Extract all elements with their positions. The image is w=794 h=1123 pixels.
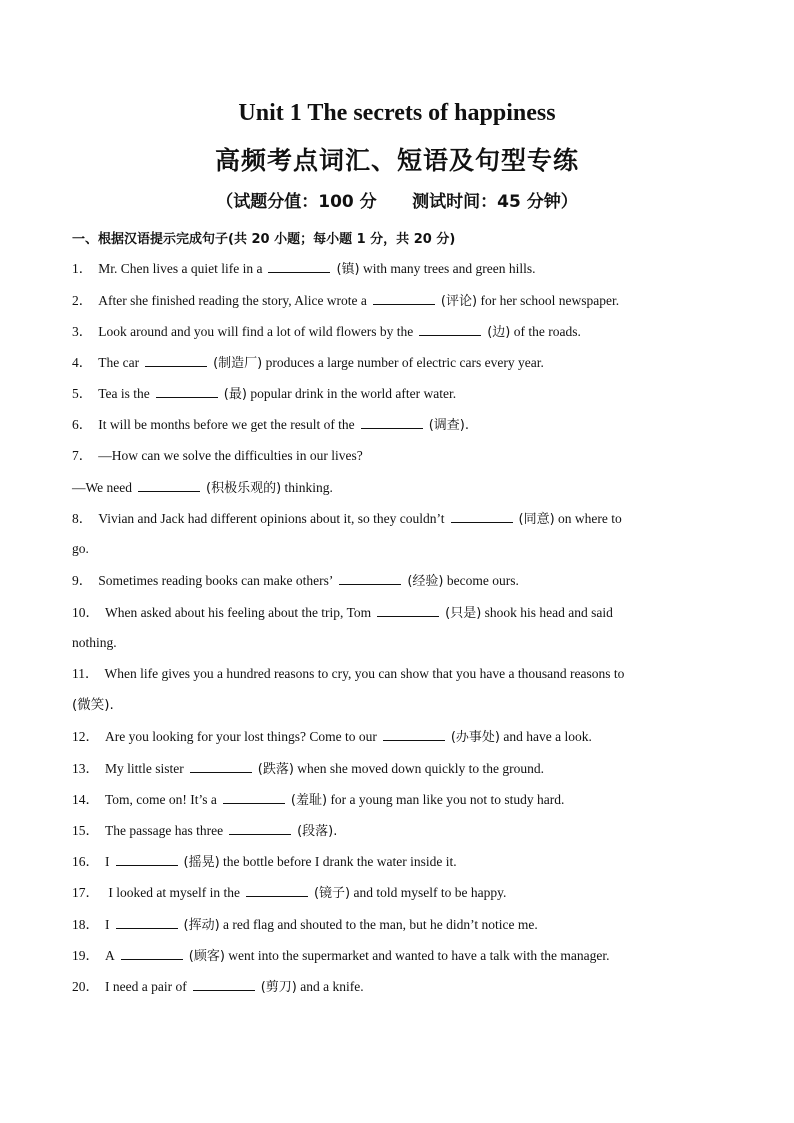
question-7-answer-line <box>72 479 333 497</box>
question-text-before: Tea is the <box>98 386 150 401</box>
question-text-after: when she moved down quickly to the ground. <box>297 761 544 776</box>
question-text-before: My little sister <box>105 761 184 776</box>
question-9 <box>72 572 722 590</box>
question-3 <box>72 323 722 341</box>
question-text-after: with many trees and green hills. <box>363 261 536 276</box>
question-7 <box>72 448 722 464</box>
question-number: 20． <box>72 979 99 994</box>
answer-blank[interactable] <box>138 479 200 492</box>
question-10-continuation: nothing. <box>72 635 117 650</box>
answer-blank[interactable] <box>361 416 423 429</box>
question-text-before: After she finished reading the story, Alice wrote a <box>98 293 367 308</box>
answer-blank[interactable] <box>419 323 481 336</box>
question-number: 5． <box>72 386 93 401</box>
q7-line2-hint: (积极乐观的) <box>206 481 282 496</box>
question-text-before: I <box>105 854 110 869</box>
question-8-continuation: go. <box>72 541 89 556</box>
question-text-after: went into the supermarket and wanted to have a talk with the manager. <box>228 948 610 963</box>
chinese-hint: (剪刀) <box>260 980 297 995</box>
chinese-hint: (办事处) <box>450 730 501 745</box>
chinese-hint: (段落). <box>297 824 338 839</box>
question-text-after: for a young man like you not to study hard. <box>330 792 565 807</box>
question-text-before: I <box>105 917 110 932</box>
chinese-hint: (跌落) <box>257 762 294 777</box>
question-1 <box>72 260 722 278</box>
question-text-after: popular drink in the world after water. <box>250 386 457 401</box>
question-10 <box>72 604 722 622</box>
question-13 <box>72 760 722 778</box>
question-6 <box>72 416 722 434</box>
question-text-before: The car <box>98 355 140 370</box>
page-title: Unit 1 The secrets of happiness <box>238 100 556 126</box>
question-text-before: Vivian and Jack had different opinions about it, so they couldn’t <box>98 511 445 526</box>
chinese-hint: (同意) <box>518 512 555 527</box>
question-number: 1． <box>72 261 93 276</box>
question-number: 15． <box>72 823 99 838</box>
question-8 <box>72 510 722 528</box>
question-number: 19． <box>72 948 99 963</box>
question-text-after: a red flag and shouted to the man, but he didn’t notice me. <box>223 917 538 932</box>
answer-blank[interactable] <box>383 728 445 741</box>
question-number: 12． <box>72 729 99 744</box>
chinese-hint: (最) <box>223 387 247 402</box>
answer-blank[interactable] <box>116 916 178 929</box>
question-text-before: Mr. Chen lives a quiet life in a <box>98 261 263 276</box>
page-subtitle: 高频考点词汇、短语及句型专练 <box>214 146 579 175</box>
question-17 <box>72 884 722 902</box>
question-text-after: produces a large number of electric cars every year. <box>265 355 544 370</box>
question-text-before: I need a pair of <box>105 979 187 994</box>
question-text-before: Tom, come on! It’s a <box>105 792 217 807</box>
section-heading: 一、根据汉语提示完成句子(共 20 小题；每小题 1 分，共 20 分) <box>72 232 456 247</box>
question-text-after: shook his head and said <box>484 605 613 620</box>
question-14 <box>72 791 722 809</box>
question-text-after: and a knife. <box>300 979 364 994</box>
question-number: 10． <box>72 605 99 620</box>
answer-blank[interactable] <box>451 510 513 523</box>
question-text-after: for her school newspaper. <box>480 293 620 308</box>
answer-blank[interactable] <box>223 791 285 804</box>
question-text-before: Sometimes reading books can make others’ <box>98 573 334 588</box>
chinese-hint: (制造厂) <box>213 356 263 371</box>
question-text-before: Look around and you will find a lot of wild flowers by the <box>98 324 414 339</box>
question-text-after: on where to <box>558 511 622 526</box>
question-text-after: and told myself to be happy. <box>353 885 507 900</box>
question-text-before: I looked at myself in the <box>105 885 240 900</box>
chinese-hint: (调查). <box>428 418 469 433</box>
question-number: 3． <box>72 324 93 339</box>
question-number: 13． <box>72 761 99 776</box>
question-number: 8． <box>72 511 93 526</box>
question-text-before: When life gives you a hundred reasons to cry, you can show that you have a thousand reasons to <box>104 666 625 681</box>
answer-blank[interactable] <box>229 822 291 835</box>
question-number: 7． <box>72 448 93 463</box>
chinese-hint: (挥动) <box>183 918 220 933</box>
question-number: 16． <box>72 854 99 869</box>
question-12 <box>72 728 722 746</box>
question-text-before: When asked about his feeling about the trip, Tom <box>105 605 372 620</box>
question-text-after: of the roads. <box>513 324 581 339</box>
question-number: 11． <box>72 666 99 681</box>
q7-line2-suffix: thinking. <box>284 480 333 495</box>
question-number: 2． <box>72 293 93 308</box>
question-5 <box>72 385 722 403</box>
question-number: 9． <box>72 573 93 588</box>
answer-blank[interactable] <box>377 604 439 617</box>
chinese-hint: (摇晃) <box>183 855 220 870</box>
question-15 <box>72 822 722 840</box>
question-text-before: —How can we solve the difficulties in our lives? <box>98 448 363 463</box>
question-text-after: become ours. <box>446 573 519 588</box>
question-text-after: the bottle before I drank the water inside it. <box>223 854 457 869</box>
question-number: 14． <box>72 792 99 807</box>
question-19 <box>72 947 722 965</box>
chinese-hint: (镜子) <box>313 886 351 901</box>
question-11 <box>72 666 722 682</box>
question-text-before: It will be months before we get the result of the <box>98 417 355 432</box>
answer-blank[interactable] <box>156 385 218 398</box>
question-11-continuation: (微笑). <box>72 697 114 713</box>
answer-blank[interactable] <box>246 884 308 897</box>
chinese-hint: (顾客) <box>188 949 225 964</box>
answer-blank[interactable] <box>116 853 178 866</box>
question-18 <box>72 916 722 934</box>
question-number: 6． <box>72 417 93 432</box>
chinese-hint: (只是) <box>445 606 482 621</box>
question-text-after: and have a look. <box>503 729 592 744</box>
question-text-before: A <box>105 948 115 963</box>
answer-blank[interactable] <box>190 760 252 773</box>
answer-blank[interactable] <box>193 978 255 991</box>
question-number: 4． <box>72 355 93 370</box>
answer-blank[interactable] <box>268 260 330 273</box>
question-number: 18． <box>72 917 99 932</box>
chinese-hint: (边) <box>487 325 511 340</box>
answer-blank[interactable] <box>145 354 207 367</box>
question-16 <box>72 853 722 871</box>
answer-blank[interactable] <box>373 292 435 305</box>
question-text-before: Are you looking for your lost things? Come to our <box>105 729 377 744</box>
answer-blank[interactable] <box>339 572 401 585</box>
chinese-hint: (评论) <box>440 294 478 309</box>
question-20 <box>72 978 722 996</box>
chinese-hint: (镇) <box>336 262 360 277</box>
question-2 <box>72 292 722 310</box>
question-number: 17． <box>72 885 99 900</box>
test-info: （试题分值：100 分 测试时间：45 分钟） <box>216 192 578 212</box>
answer-blank[interactable] <box>121 947 183 960</box>
q7-line2-prefix: —We need <box>72 480 133 495</box>
chinese-hint: (经验) <box>407 574 444 589</box>
question-text-before: The passage has three <box>105 823 224 838</box>
chinese-hint: (羞耻) <box>290 793 328 808</box>
question-4 <box>72 354 722 372</box>
